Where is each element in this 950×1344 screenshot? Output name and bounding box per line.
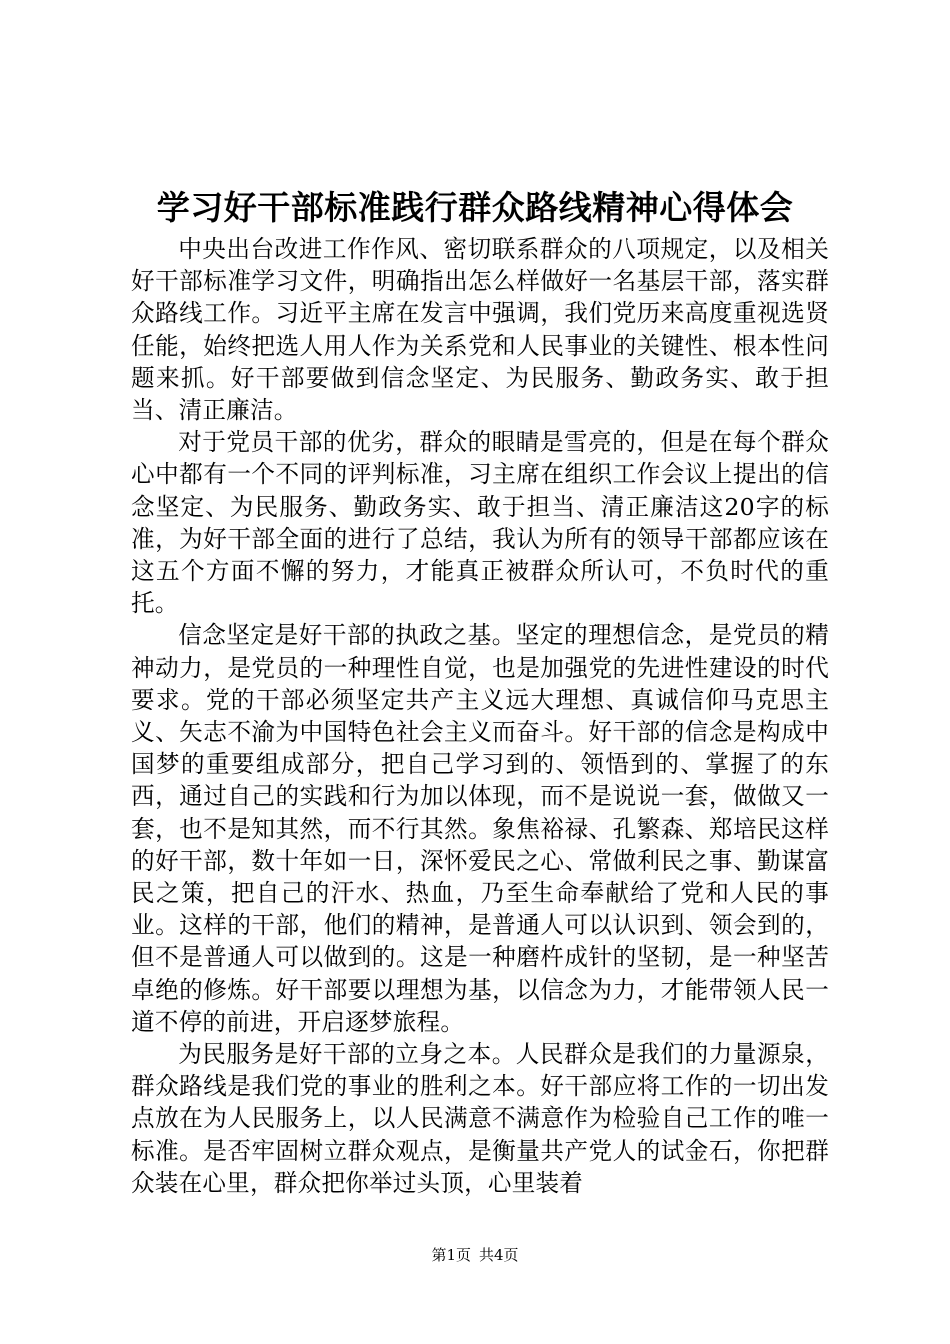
paragraph-1: 中央出台改进工作作风、密切联系群众的八项规定，以及相关好干部标准学习文件，明确指出怎么样做好一名基层干部，落实群众路线工作。习近平主席在发言中强调，我们党历来高度重视选贤任能，始终把选人用人作为关系党和人民事业的关键性、根本性问题来抓。好干部要做到信念坚定、为民服务、勤政务实、敢于担当、清正廉洁。 <box>131 235 829 425</box>
page-number: 第1页 <box>431 1246 471 1264</box>
paragraph-4: 为民服务是好干部的立身之本。人民群众是我们的力量源泉，群众路线是我们党的事业的胜利之本。好干部应将工作的一切出发点放在为人民服务上，以人民满意不满意作为检验自己工作的唯一标准。是否牢固树立群众观点，是衡量共产党人的试金石，你把群众装在心里，群众把你举过头顶，心里装着 <box>131 1040 829 1197</box>
document-title: 学习好干部标准践行群众路线精神心得体会 <box>156 188 794 227</box>
page-total: 共4页 <box>479 1246 519 1264</box>
document-body <box>131 233 829 1199</box>
paragraph-3: 信念坚定是好干部的执政之基。坚定的理想信念，是党员的精神动力，是党员的一种理性自觉，也是加强党的先进性建设的时代要求。党的干部必须坚定共产主义远大理想、真诚信仰马克思主义、矢志不渝为中国特色社会主义而奋斗。好干部的信念是构成中国梦的重要组成部分，把自己学习到的、领悟到的、掌握了的东西，通过自己的实践和行为加以体现，而不是说说一套，做做又一套，也不是知其然，而不行其然。象焦裕禄、孔繁森、郑培民这样的好干部，数十年如一日，深怀爱民之心、常做利民之事、勤谋富民之策，把自己的汗水、热血，乃至生命奉献给了党和人民的事业。这样的干部，他们的精神，是普通人可以认识到、领会到的，但不是普通人可以做到的。这是一种磨杵成针的坚韧，是一种坚苦卓绝的修炼。好干部要以理想为基，以信念为力，才能带领人民一道不停的前进，开启逐梦旅程。 <box>131 621 829 1036</box>
paragraph-2: 对于党员干部的优劣，群众的眼睛是雪亮的，但是在每个群众心中都有一个不同的评判标准，习主席在组织工作会议上提出的信念坚定、为民服务、勤政务实、敢于担当、清正廉洁这20字的标准，为好干部全面的进行了总结，我认为所有的领导干部都应该在这五个方面不懈的努力，才能真正被群众所认可，不负时代的重托。 <box>131 428 829 618</box>
page-footer <box>0 1245 950 1265</box>
